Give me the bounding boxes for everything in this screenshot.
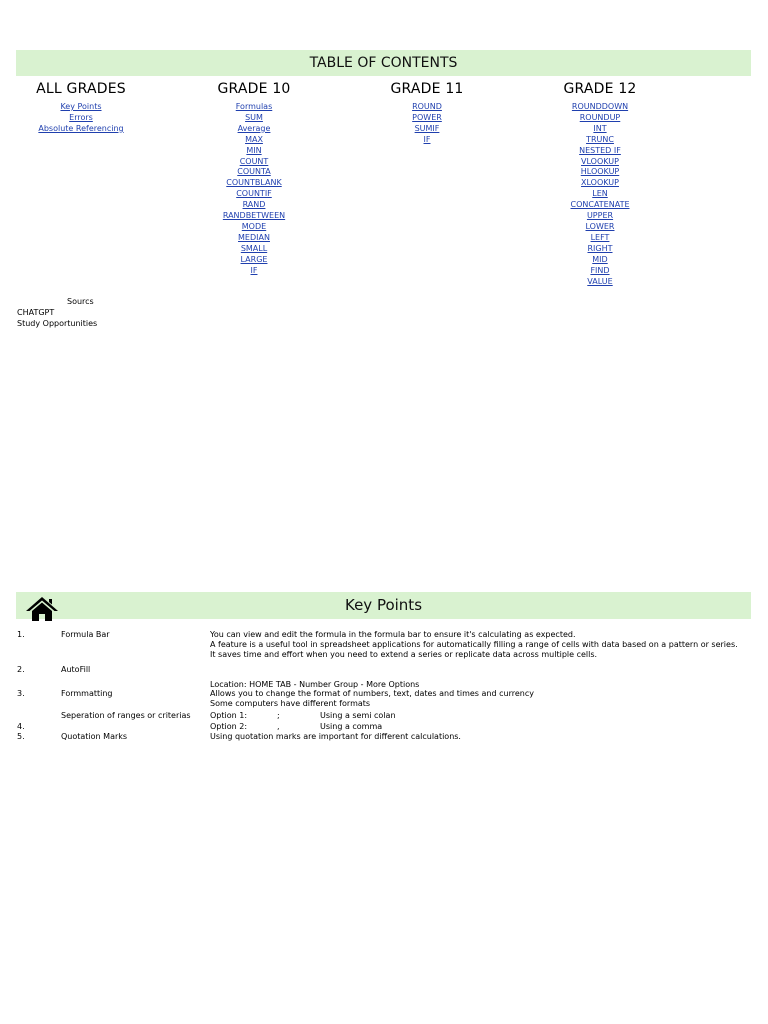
row-title: Formula Bar	[61, 630, 110, 639]
link-upper[interactable]: UPPER	[586, 211, 614, 221]
link-countblank[interactable]: COUNTBLANK	[226, 178, 282, 188]
link-formulas[interactable]: Formulas	[235, 102, 273, 111]
row-number: 3.	[17, 689, 25, 698]
row-description: Location: HOME TAB - Number Group - More Options	[210, 680, 420, 689]
link-xlookup[interactable]: XLOOKUP	[581, 178, 619, 188]
link-count[interactable]: COUNT	[239, 156, 269, 166]
link-list	[520, 102, 680, 287]
link-average[interactable]: Average	[237, 123, 271, 133]
link-key-points[interactable]: Key Points	[60, 102, 102, 111]
key-points-title: Key Points	[344, 596, 423, 614]
sources-heading: Sourcs	[67, 297, 94, 306]
link-nested-if[interactable]: NESTED IF	[579, 145, 621, 155]
link-hlookup[interactable]: HLOOKUP	[580, 167, 620, 177]
link-len[interactable]: LEN	[592, 189, 608, 199]
link-mid[interactable]: MID	[592, 254, 608, 264]
link-list	[347, 102, 507, 146]
key-points-banner	[16, 592, 751, 619]
row-description: Allows you to change the format of numbers, text, dates and times and currency	[210, 689, 534, 698]
option-2-description: Using a comma	[320, 722, 383, 731]
column-heading: ALL GRADES	[36, 81, 126, 97]
link-left[interactable]: LEFT	[590, 232, 610, 242]
link-absolute-referencing[interactable]: Absolute Referencing	[38, 123, 124, 133]
option-1-label: Option 1:	[210, 711, 248, 720]
link-round[interactable]: ROUND	[412, 102, 442, 111]
row-description: It saves time and effort when you need to extend a series or replicate data across multiple cells.	[210, 650, 598, 659]
toc-title: TABLE OF CONTENTS	[309, 55, 458, 71]
column-heading: GRADE 10	[217, 81, 291, 97]
link-countif[interactable]: COUNTIF	[236, 189, 272, 199]
toc-banner	[16, 50, 751, 76]
row-number: 2.	[17, 665, 25, 674]
link-power[interactable]: POWER	[412, 112, 442, 122]
link-median[interactable]: MEDIAN	[238, 232, 270, 242]
link-sumif[interactable]: SUMIF	[414, 123, 440, 133]
row-number: 5.	[17, 732, 25, 741]
column-grade-11	[347, 80, 507, 146]
row-number: 1.	[17, 630, 25, 639]
row-number: 4.	[17, 722, 25, 731]
link-sum[interactable]: SUM	[245, 112, 263, 122]
link-rounddown[interactable]: ROUNDDOWN	[571, 102, 629, 111]
link-min[interactable]: MIN	[246, 145, 262, 155]
link-roundup[interactable]: ROUNDUP	[579, 112, 621, 122]
row-title: Quotation Marks	[61, 732, 128, 741]
row-description: Using quotation marks are important for different calculations.	[210, 732, 461, 741]
link-max[interactable]: MAX	[245, 134, 263, 144]
link-vlookup[interactable]: VLOOKUP	[581, 156, 619, 166]
column-grade-10	[174, 80, 334, 277]
option-1-separator: ;	[277, 711, 280, 720]
row-title: AutoFill	[61, 665, 91, 674]
column-heading: GRADE 11	[390, 81, 464, 97]
link-errors[interactable]: Errors	[69, 112, 93, 122]
column-all-grades	[1, 80, 161, 135]
option-2-label: Option 2:	[210, 722, 248, 731]
option-2-separator: ,	[277, 722, 280, 731]
link-trunc[interactable]: TRUNC	[586, 134, 614, 144]
link-concatenate[interactable]: CONCATENATE	[570, 200, 630, 210]
row-description: Some computers have different formats	[210, 699, 371, 708]
link-if[interactable]: IF	[423, 134, 431, 144]
row-title: Seperation of ranges or criterias	[61, 711, 191, 720]
link-lower[interactable]: LOWER	[585, 221, 615, 231]
link-int[interactable]: INT	[593, 123, 607, 133]
option-1-description: Using a semi colan	[320, 711, 396, 720]
column-grade-12	[520, 80, 680, 287]
link-rand[interactable]: RAND	[242, 200, 266, 210]
row-title: Formmatting	[61, 689, 113, 698]
link-small[interactable]: SMALL	[240, 243, 268, 253]
link-value[interactable]: VALUE	[587, 276, 613, 286]
link-mode[interactable]: MODE	[241, 221, 267, 231]
link-counta[interactable]: COUNTA	[237, 167, 271, 177]
link-right[interactable]: RIGHT	[587, 243, 613, 253]
link-large[interactable]: LARGE	[240, 254, 268, 264]
row-description: A feature is a useful tool in spreadsheet applications for automatically filling a range of cells with data based on a pattern or series.	[210, 640, 738, 649]
link-randbetween[interactable]: RANDBETWEEN	[222, 211, 286, 221]
sources-item: CHATGPT	[17, 308, 55, 317]
study-opportunities: Study Opportunities	[17, 319, 98, 328]
row-description: You can view and edit the formula in the formula bar to ensure it's calculating as expected.	[210, 630, 576, 639]
column-heading: GRADE 12	[563, 81, 637, 97]
link-if[interactable]: IF	[250, 265, 258, 275]
link-find[interactable]: FIND	[590, 265, 610, 275]
home-icon[interactable]	[24, 595, 60, 622]
link-list	[1, 102, 161, 135]
link-list	[174, 102, 334, 277]
